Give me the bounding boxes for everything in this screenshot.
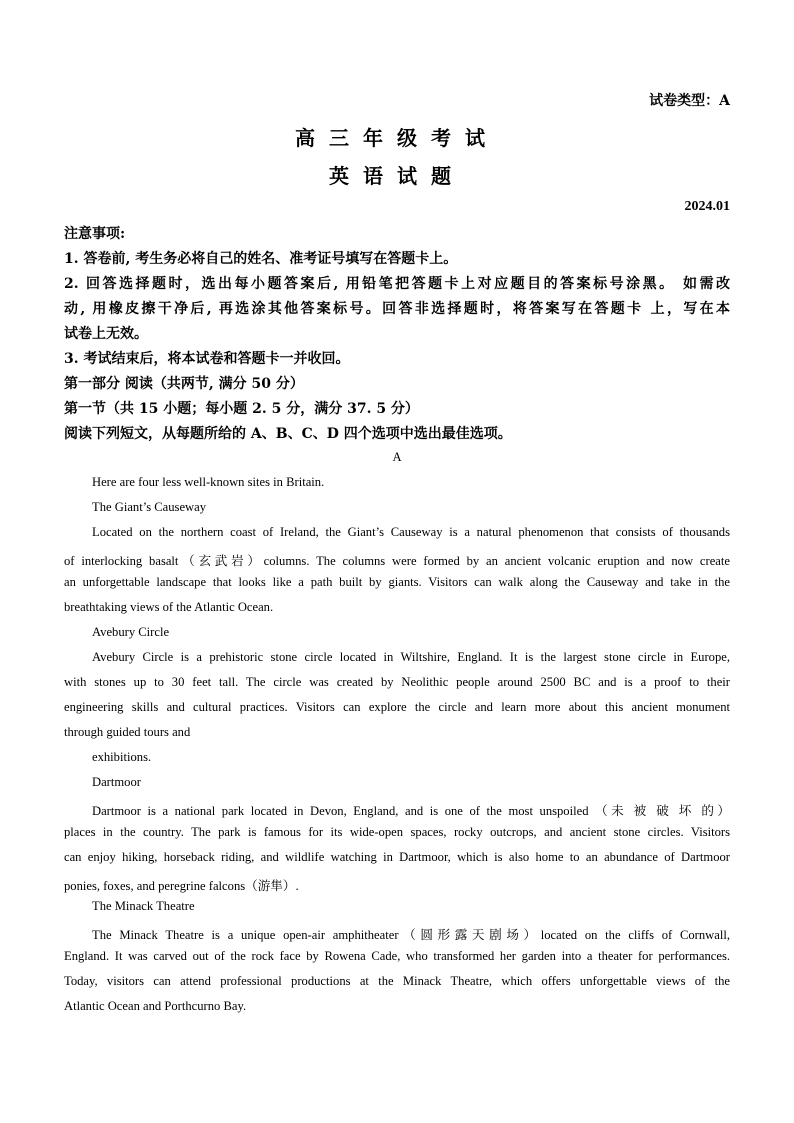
- reading-directions: 阅读下列短文，从每题所给的 A、B、C、D 四个选项中选出最佳选项。: [64, 426, 512, 442]
- site-3-line-3: can enjoy hiking, horseback riding, and wildlife watching in Dartmoor, which is also home to an abundance of Dartmoor: [64, 850, 730, 864]
- site-2-line-2: with stones up to 30 feet tall. The circle was created by Neolithic people around 2500 BC and is a proof to their: [64, 675, 730, 689]
- site-4-line-1: The Minack Theatre is a unique open-air amphitheater（圆形露天剧场）located on the cliffs of Cornwall,: [92, 928, 730, 942]
- paper-type-label: 试卷类型：A: [649, 93, 730, 109]
- site-2-title: Avebury Circle: [92, 625, 170, 639]
- site-3-line-4: ponies, foxes, and peregrine falcons（游隼）.: [64, 879, 299, 893]
- site-4-title: The Minack Theatre: [92, 899, 195, 913]
- site-4-line-2: England. It was carved out of the rock face by Rowena Cade, who transformed her garden into a theater for performances.: [64, 949, 730, 963]
- subject-title: 英语试题: [329, 164, 465, 188]
- site-2-line-1: Avebury Circle is a prehistoric stone circle located in Wiltshire, England. It is the largest stone circle in Europe,: [92, 650, 730, 664]
- notice-heading: 注意事项:: [64, 226, 126, 242]
- passage-intro: Here are four less well-known sites in Britain.: [92, 475, 325, 489]
- site-2-line-5: exhibitions.: [92, 750, 152, 764]
- site-3-line-1: Dartmoor is a national park located in Devon, England, and is one of the most unspoiled （未 被 破 坏 的）: [92, 804, 730, 818]
- exam-date: 2024.01: [684, 199, 730, 214]
- site-3-title: Dartmoor: [92, 775, 141, 789]
- site-1-title: The Giant’s Causeway: [92, 500, 207, 514]
- site-1-line-4: breathtaking views of the Atlantic Ocean.: [64, 600, 274, 614]
- notice-item-2-line-1: 2. 回答选择题时，选出每小题答案后, 用铅笔把答题卡上对应题目的答案标号涂黑。 如需改: [64, 276, 730, 292]
- site-2-line-3: engineering skills and cultural practices. Visitors can explore the circle and learn more about this ancient monument: [64, 700, 730, 714]
- section-one-heading: 第一节（共 15 小题；每小题 2. 5 分，满分 37. 5 分）: [64, 401, 419, 417]
- site-2-line-4: through guided tours and: [64, 725, 191, 739]
- site-4-line-3: Today, visitors can attend professional productions at the Minack Theatre, which offers unforgettable views of the: [64, 974, 730, 988]
- passage-label: A: [392, 450, 402, 464]
- exam-title: 高三年级考试: [295, 126, 499, 150]
- site-1-line-3: an unforgettable landscape that looks like a path built by giants. Visitors can walk along the Causeway and take in the: [64, 575, 730, 589]
- site-4-line-4: Atlantic Ocean and Porthcurno Bay.: [64, 999, 247, 1013]
- notice-item-1: 1. 答卷前, 考生务必将自己的姓名、准考证号填写在答题卡上。: [64, 251, 458, 267]
- site-1-line-1: Located on the northern coast of Ireland, the Giant’s Causeway is a natural phenomenon that consists of thousands: [92, 525, 730, 539]
- site-1-line-2: of interlocking basalt（玄武岩）columns. The columns were formed by an ancient volcanic eruption and now create: [64, 554, 730, 568]
- part-one-heading: 第一部分 阅读（共两节, 满分 50 分）: [64, 376, 304, 392]
- notice-item-2-line-2: 动, 用橡皮擦干净后, 再选涂其他答案标号。回答非选择题时，将答案写在答题卡 上，写在本: [64, 301, 730, 317]
- notice-item-3: 3. 考试结束后，将本试卷和答题卡一并收回。: [64, 351, 350, 367]
- site-3-line-2: places in the country. The park is famous for its wide-open spaces, rocky outcrops, and ancient stone circles. Visitors: [64, 825, 730, 839]
- notice-item-2-line-3: 试卷上无效。: [64, 326, 148, 342]
